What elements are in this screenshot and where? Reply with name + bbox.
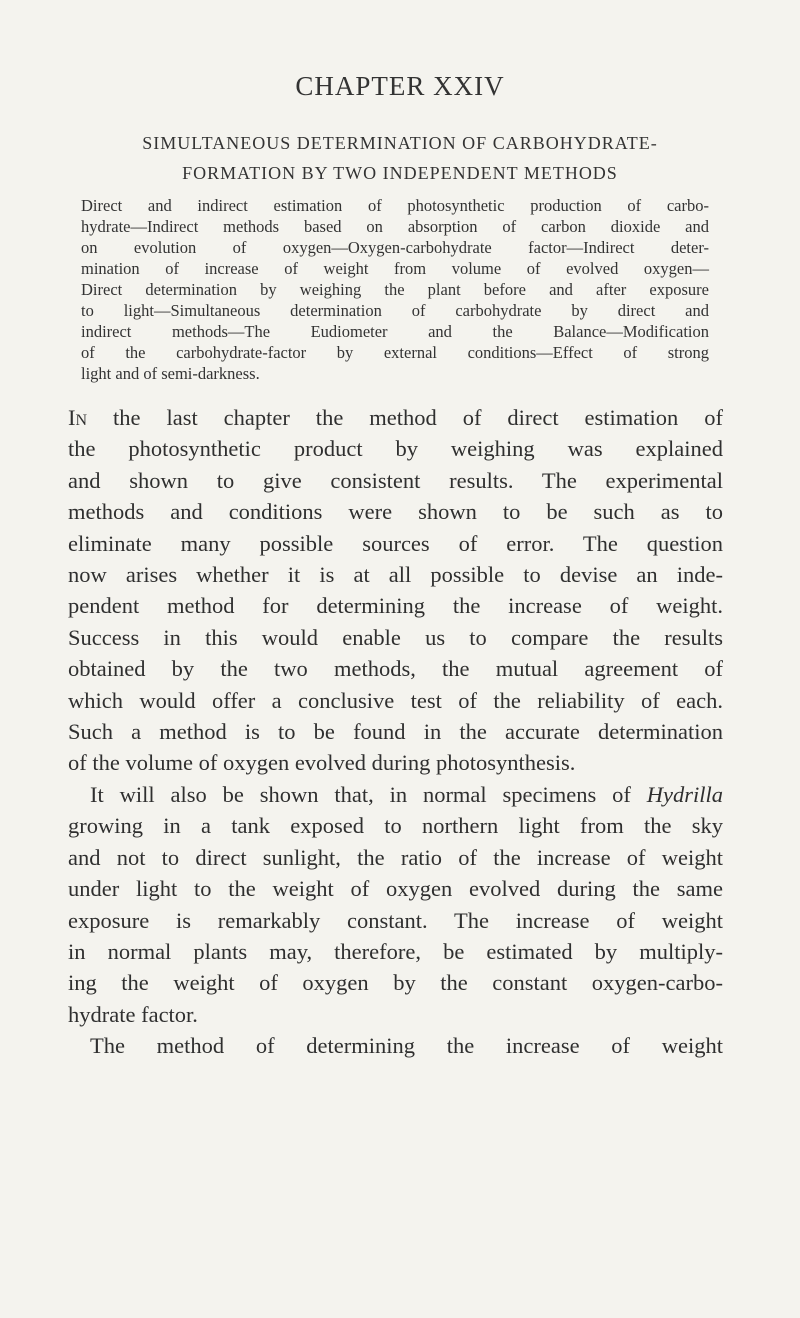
synopsis-line: Direct determination by weighing the plant before and after exposure [81, 280, 709, 299]
paragraph-line: of the volume of oxygen evolved during photosynthesis. [68, 750, 576, 776]
paragraph-line: in normal plants may, therefore, be estimated by multiply- [68, 938, 723, 964]
paragraph-1-line-1 [68, 402, 723, 433]
synopsis-line: of the carbohydrate-factor by external conditions—Effect of strong [81, 343, 709, 362]
paragraph-line: growing in a tank exposed to northern light from the sky [68, 813, 723, 839]
paragraph-line: ing the weight of oxygen by the constant oxygen-carbo- [68, 970, 723, 996]
paragraph-2-line-1 [68, 779, 723, 810]
paragraph-line: and shown to give consistent results. The experimental [68, 467, 723, 493]
synopsis-line: on evolution of oxygen—Oxygen-carbohydrate factor—Indirect deter- [81, 238, 709, 257]
paragraph-text: It will also be shown that, in normal specimens of [90, 781, 647, 807]
paragraph-line: now arises whether it is at all possible to devise an inde- [68, 562, 723, 588]
paragraph-line: under light to the weight of oxygen evolved during the same [68, 876, 723, 902]
paragraph-line: obtained by the two methods, the mutual agreement of [68, 656, 723, 682]
synopsis-line: light and of semi-darkness. [81, 364, 260, 383]
synopsis-line: mination of increase of weight from volume of evolved oxygen— [81, 259, 709, 278]
paragraph-line: Success in this would enable us to compare the results [68, 624, 723, 650]
paragraph-line: pendent method for determining the increase of weight. [68, 593, 723, 619]
paragraph-line: exposure is remarkably constant. The increase of weight [68, 907, 723, 933]
synopsis-line: to light—Simultaneous determination of carbohydrate by direct and [81, 301, 709, 320]
first-word: In [68, 405, 88, 430]
chapter-heading: CHAPTER XXIV [295, 71, 505, 101]
chapter-synopsis [81, 195, 709, 384]
paragraph-3-line-1: The method of determining the increase of weight [90, 1033, 723, 1059]
chapter-title-line-1: SIMULTANEOUS DETERMINATION OF CARBOHYDRATE- [142, 133, 658, 153]
synopsis-line: indirect methods—The Eudiometer and the Balance—Modification [81, 322, 709, 341]
paragraph-line: methods and conditions were shown to be such as to [68, 499, 723, 525]
species-name: Hydrilla [646, 781, 723, 807]
paragraph-line: hydrate factor. [68, 1001, 198, 1027]
paragraph-line: Such a method is to be found in the accurate determination [68, 719, 723, 745]
paragraph-line: and not to direct sunlight, the ratio of the increase of weight [68, 844, 723, 870]
chapter-title-line-2: FORMATION BY TWO INDEPENDENT METHODS [182, 163, 618, 183]
body-text [68, 402, 723, 1062]
paragraph-line: the photosynthetic product by weighing was explained [68, 436, 723, 462]
synopsis-line: Direct and indirect estimation of photosynthetic production of carbo- [81, 196, 709, 215]
paragraph-line: eliminate many possible sources of error. The question [68, 530, 723, 556]
paragraph-text: the last chapter the method of direct estimation of [87, 405, 723, 430]
paragraph-line: which would offer a conclusive test of the reliability of each. [68, 687, 723, 713]
chapter-title [40, 128, 760, 188]
synopsis-line: hydrate—Indirect methods based on absorption of carbon dioxide and [81, 217, 709, 236]
